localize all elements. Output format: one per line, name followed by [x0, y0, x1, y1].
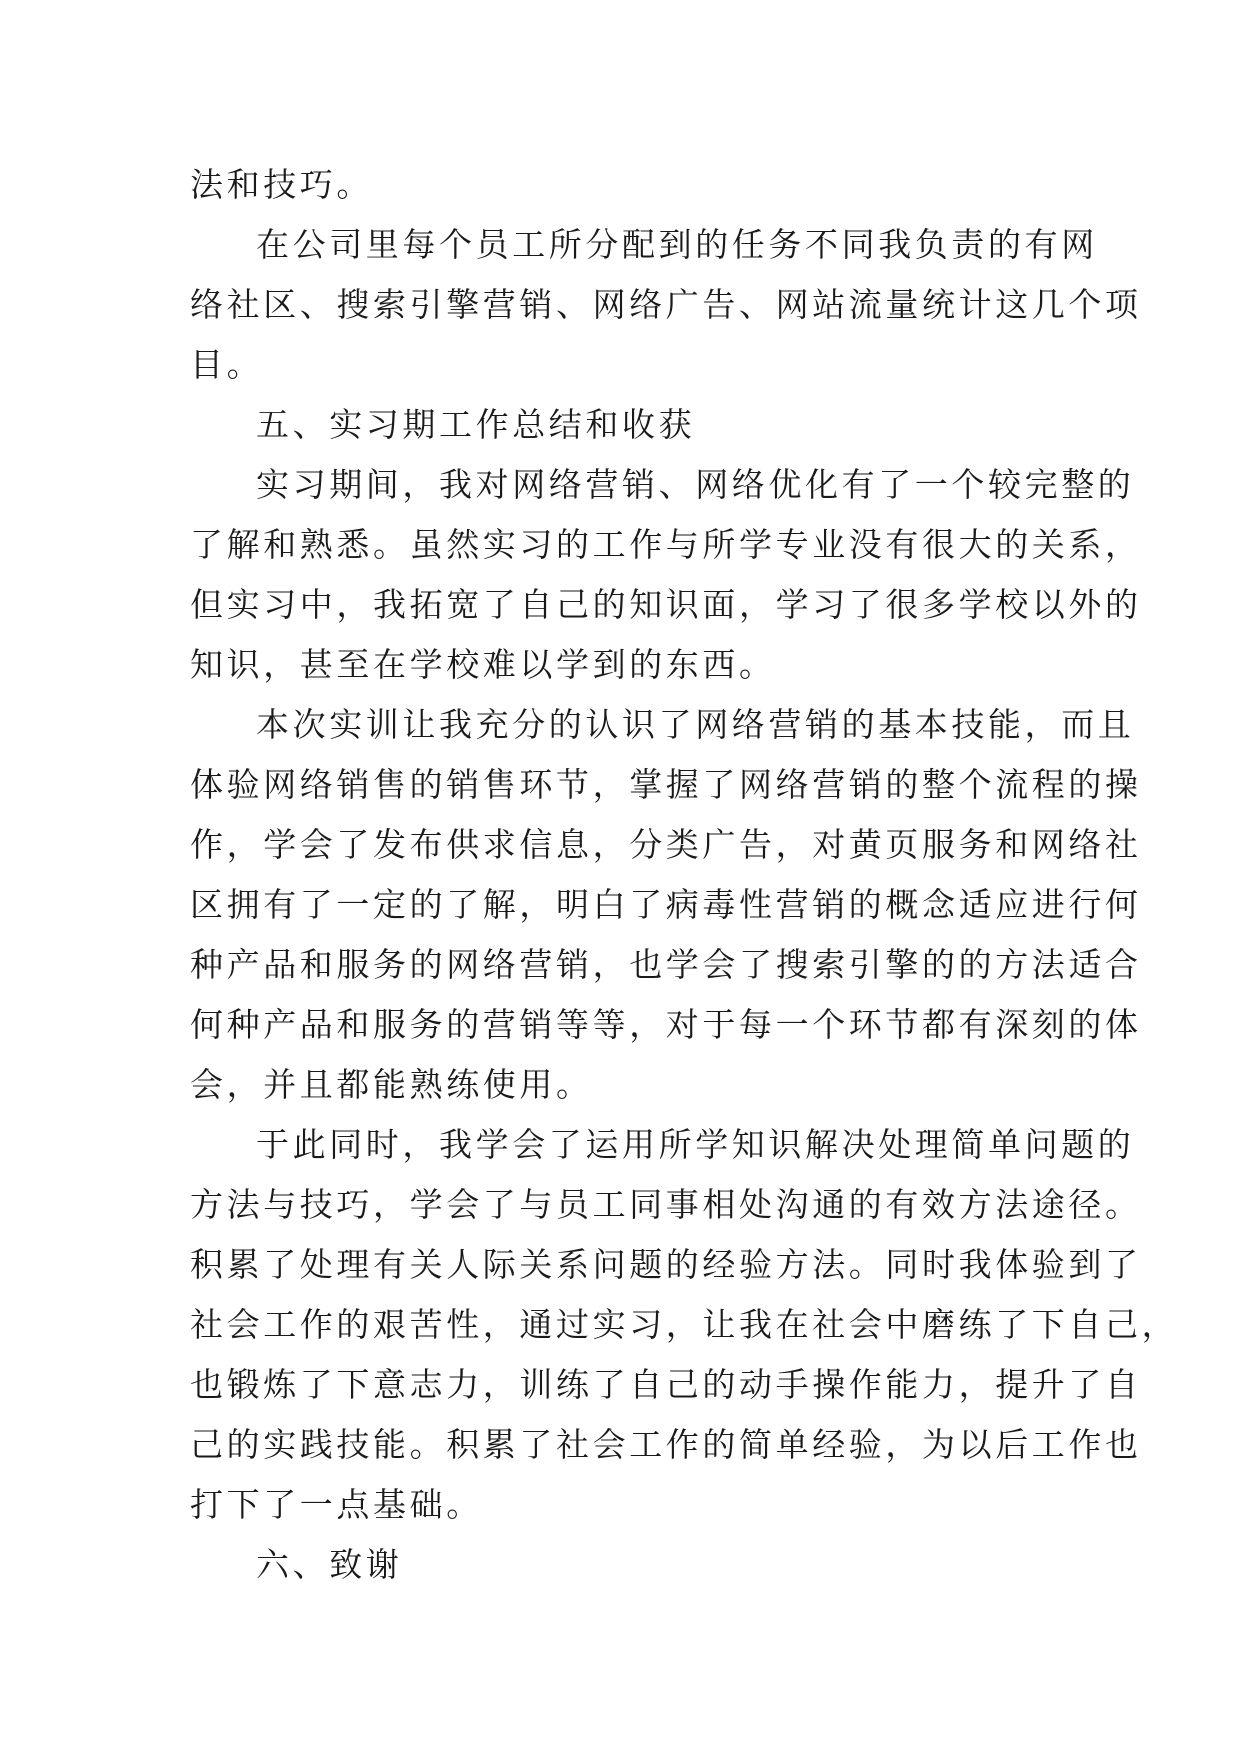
- paragraph-2: [190, 215, 1142, 395]
- document-body: [190, 155, 1179, 1595]
- paragraph-1: [190, 155, 1050, 215]
- text-line: 何种产品和服务的营销等等，对于每一个环节都有深刻的体: [190, 1005, 1142, 1044]
- paragraph-5: [190, 1115, 1179, 1535]
- text-line: 己的实践技能。积累了社会工作的简单经验，为以后工作也: [190, 1425, 1142, 1464]
- text-line: 种产品和服务的网络营销，也学会了搜索引擎的的方法适合: [190, 945, 1142, 984]
- paragraph-3: [190, 455, 1142, 695]
- text-line: 区拥有了一定的了解，明白了病毒性营销的概念适应进行何: [190, 885, 1142, 924]
- text-line: 了解和熟悉。虽然实习的工作与所学专业没有很大的关系，: [190, 525, 1142, 564]
- text-line: 目。: [190, 345, 264, 384]
- paragraph-4: [190, 695, 1142, 1115]
- text-line: 本次实训让我充分的认识了网络营销的基本技能，而且: [256, 705, 1135, 744]
- text-line: 络社区、搜索引擎营销、网络广告、网站流量统计这几个项: [190, 285, 1142, 324]
- text-line: 法和技巧。: [190, 165, 373, 204]
- text-line: 方法与技巧，学会了与员工同事相处沟通的有效方法途径。: [190, 1185, 1142, 1224]
- section-heading-6: [190, 1535, 1050, 1595]
- heading-text: 五、实习期工作总结和收获: [256, 405, 696, 444]
- text-line: 打下了一点基础。: [190, 1485, 483, 1524]
- text-line: 实习期间，我对网络营销、网络优化有了一个较完整的: [256, 465, 1135, 504]
- text-line: 体验网络销售的销售环节，掌握了网络营销的整个流程的操: [190, 765, 1142, 804]
- text-line: 于此同时，我学会了运用所学知识解决处理简单问题的: [256, 1125, 1135, 1164]
- text-line: 在公司里每个员工所分配到的任务不同我负责的有网: [256, 225, 1098, 264]
- text-line: 会，并且都能熟练使用。: [190, 1065, 593, 1104]
- text-line: 社会工作的艰苦性，通过实习，让我在社会中磨练了下自己，: [190, 1305, 1179, 1344]
- text-line: 积累了处理有关人际关系问题的经验方法。同时我体验到了: [190, 1245, 1142, 1284]
- text-line: 也锻炼了下意志力，训练了自己的动手操作能力，提升了自: [190, 1365, 1142, 1404]
- text-line: 作，学会了发布供求信息，分类广告，对黄页服务和网络社: [190, 825, 1142, 864]
- text-line: 知识，甚至在学校难以学到的东西。: [190, 645, 776, 684]
- heading-text: 六、致谢: [256, 1545, 403, 1584]
- text-line: 但实习中，我拓宽了自己的知识面，学习了很多学校以外的: [190, 585, 1142, 624]
- section-heading-5: [190, 395, 1050, 455]
